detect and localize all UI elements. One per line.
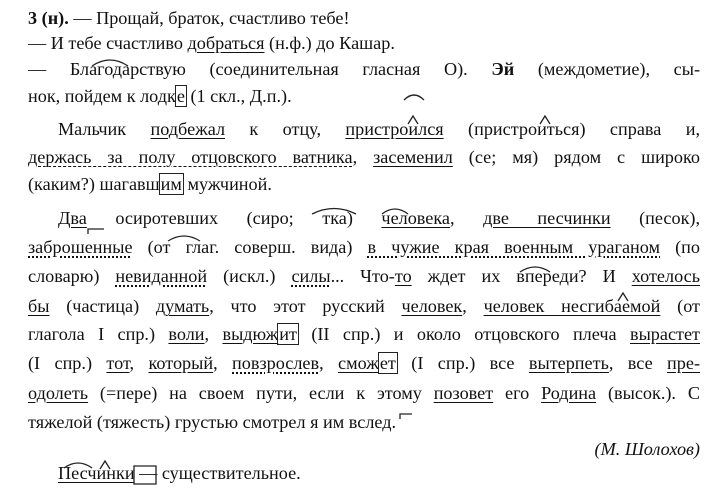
marked-text: е: [176, 86, 185, 106]
text-segment: (песок),: [610, 208, 700, 228]
text-line: [28, 410, 700, 434]
text-segment: , что этот русский: [209, 296, 402, 316]
text-segment: (междометие), сы-: [514, 59, 700, 79]
marked-text: бы: [28, 296, 50, 316]
marked-text: тот: [106, 353, 130, 373]
text-line: [28, 381, 700, 405]
text-segment: (от: [660, 296, 700, 316]
marked-text: то: [394, 266, 412, 286]
marked-text: добраться: [187, 33, 265, 53]
text-segment: (I спр.): [28, 353, 107, 373]
text-segment: глагола I спр.): [28, 324, 169, 344]
marked-text: заброшенные: [28, 237, 133, 257]
text-segment: (I спр.) все: [396, 353, 529, 373]
marked-text: думать: [155, 296, 210, 316]
marked-text: смож: [338, 353, 379, 373]
text-segment: (по: [660, 237, 700, 257]
text-segment: (высок.). С: [596, 383, 700, 403]
text-line: [28, 57, 700, 81]
marked-text: человек: [401, 296, 463, 316]
marked-text: ет: [379, 353, 396, 373]
marked-text: хотелось: [631, 266, 700, 286]
text-segment: (М. Шолохов): [594, 439, 700, 459]
marked-text: невиданной: [115, 266, 208, 286]
marked-text: одолеть: [28, 383, 89, 403]
text-segment: осиротевших (сиро; тка): [86, 208, 382, 228]
text-segment: Мальчик: [58, 119, 151, 139]
text-segment: — Благодарствую (соединительная гласная О).: [28, 59, 492, 79]
text-segment: , все: [608, 353, 668, 373]
marked-text: вырастет: [629, 324, 700, 344]
marked-text: ит: [279, 324, 297, 344]
text-segment: нок, пойдем к лодк: [28, 86, 176, 106]
marked-text: держась за полу отцовского ватника: [28, 147, 353, 167]
text-segment: ,: [204, 324, 223, 344]
text-segment: ждет их впереди? И: [411, 266, 632, 286]
text-line: [28, 31, 700, 55]
text-segment: ,: [213, 353, 233, 373]
text-line: [28, 84, 700, 108]
text-line: [28, 322, 700, 346]
marked-text: человека: [381, 208, 450, 228]
text-segment: мужчиной.: [182, 174, 272, 194]
text-segment: (н.ф.) до Кашар.: [264, 33, 395, 53]
text-segment: ,: [450, 208, 484, 228]
marked-text: выдюж: [222, 324, 279, 344]
text-segment: — существительное.: [134, 463, 301, 483]
text-segment: ,: [319, 353, 339, 373]
text-segment: — Прощай, браток, счастливо тебе!: [68, 8, 350, 28]
marked-text: пристроился: [345, 119, 444, 139]
text-segment: его: [493, 383, 542, 403]
text-segment: словарю): [28, 266, 116, 286]
text-segment: ... Что-: [330, 266, 395, 286]
marked-text: Два: [58, 208, 87, 228]
marked-text: который: [148, 353, 214, 373]
marked-text: позовет: [433, 383, 494, 403]
text-line: [28, 351, 700, 375]
text-line: [28, 235, 700, 259]
text-line: [58, 461, 726, 485]
text-segment: ,: [462, 296, 484, 316]
marked-text: подбежал: [150, 119, 226, 139]
marked-text: повзрослев: [232, 353, 320, 373]
marked-text: 3 (н).: [28, 8, 69, 28]
marked-text: Эй: [491, 59, 515, 79]
text-segment: ,: [352, 147, 374, 167]
text-segment: ,: [129, 353, 149, 373]
text-line: [28, 145, 700, 169]
marked-text: Родина: [541, 383, 597, 403]
text-line: [28, 264, 700, 288]
text-line: [58, 206, 700, 230]
marked-text: человек несгибаемой: [483, 296, 661, 316]
text-segment: (=пере) на своем пути, если к этому: [88, 383, 434, 403]
marked-text: засеменил: [373, 147, 453, 167]
text-segment: — И тебе счастливо: [28, 33, 188, 53]
marked-text: силы: [291, 266, 331, 286]
text-line: [28, 294, 700, 318]
text-segment: (частица): [49, 296, 156, 316]
marked-text: вытерпеть: [528, 353, 609, 373]
text-segment: (се; мя) рядом с широко: [452, 147, 700, 167]
marked-text: воли: [168, 324, 205, 344]
text-segment: (каким?) шагавш: [28, 174, 160, 194]
text-segment: (пристроиться) справа и,: [443, 119, 700, 139]
text-segment: тяжелой (тяжесть) грустью смотрел я им вслед.: [28, 412, 397, 432]
text-segment: (1 скл., Д.п.).: [185, 86, 292, 106]
text-segment: к отцу,: [225, 119, 346, 139]
text-segment: (от глаг. соверш. вида): [132, 237, 368, 257]
marked-text: пре-: [667, 353, 700, 373]
author-attribution: [28, 437, 700, 461]
marked-text: две песчинки: [483, 208, 611, 228]
text-line: [28, 172, 700, 196]
text-segment: (искл.): [207, 266, 292, 286]
marked-text: Песчинки: [58, 463, 135, 483]
marked-text: им: [160, 174, 182, 194]
text-line: [28, 6, 700, 30]
text-line: [58, 117, 700, 141]
marked-text: в чужие края военным ураганом: [367, 237, 661, 257]
text-segment: (II спр.) и около отцовского плеча: [297, 324, 630, 344]
